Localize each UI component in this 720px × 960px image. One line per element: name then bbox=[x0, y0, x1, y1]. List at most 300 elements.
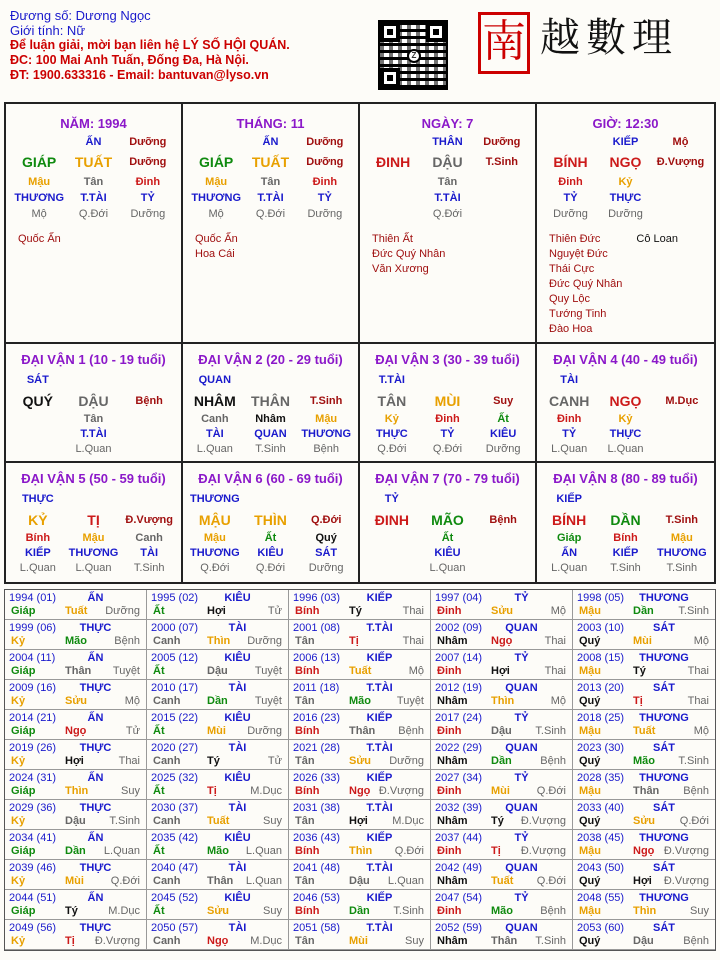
ten-god: KIẾP bbox=[24, 547, 51, 559]
hidden-life-stage: T.Sinh bbox=[666, 562, 698, 574]
year-label: 2035 (42) bbox=[151, 832, 199, 844]
year-label: 2008 (15) bbox=[577, 652, 625, 664]
year-stem: Bính bbox=[295, 665, 320, 677]
year-branch: Tuất bbox=[65, 605, 88, 617]
year-cell bbox=[147, 860, 289, 890]
year-god: TÀI bbox=[228, 622, 247, 634]
star-item: Thiên Ất bbox=[372, 233, 413, 245]
dai-van-top-god: SÁT bbox=[26, 374, 49, 386]
year-stem: Ất bbox=[153, 665, 165, 677]
pillar-title: NGÀY: 7 bbox=[421, 116, 474, 131]
year-god: SÁT bbox=[653, 862, 675, 874]
pillar-top-god: ẤN bbox=[85, 136, 102, 148]
hidden-life-stage: L.Quan bbox=[196, 443, 233, 455]
year-life-stage: Đ.Vượng bbox=[94, 935, 140, 947]
year-god: THƯƠNG bbox=[639, 712, 689, 724]
pillar-title: THÁNG: 11 bbox=[236, 116, 305, 131]
hidden-life-stage: T.Sinh bbox=[133, 562, 165, 574]
year-branch: Sửu bbox=[207, 905, 230, 917]
year-label: 2011 (18) bbox=[293, 682, 340, 694]
year-label: 2021 (28) bbox=[293, 742, 341, 754]
year-life-stage: Suy bbox=[405, 935, 424, 947]
year-branch: Tị bbox=[633, 695, 643, 707]
hidden-stem: Đinh bbox=[135, 176, 161, 188]
year-branch: Tị bbox=[349, 635, 359, 647]
year-stem: Canh bbox=[153, 935, 181, 947]
year-cell bbox=[147, 590, 289, 620]
year-label: 2005 (12) bbox=[151, 652, 199, 664]
year-stem: Tân bbox=[295, 875, 315, 887]
year-stem: Kỷ bbox=[11, 695, 26, 707]
hidden-life-stage: L.Quan bbox=[551, 443, 588, 455]
ten-god: TÀI bbox=[205, 428, 224, 440]
year-branch: Mão bbox=[491, 905, 513, 917]
hidden-stem bbox=[475, 531, 531, 546]
year-stem: Đinh bbox=[437, 725, 462, 737]
star-item: Văn Xương bbox=[372, 263, 429, 275]
dai-van-branch: THÂN bbox=[251, 393, 290, 409]
year-branch: Dần bbox=[207, 695, 228, 707]
year-label: 2000 (07) bbox=[151, 622, 199, 634]
hidden-life-stage: T.Sinh bbox=[610, 562, 641, 574]
year-stem: Canh bbox=[153, 875, 181, 887]
year-life-stage: Tuyệt bbox=[396, 695, 424, 707]
year-label: 2042 (49) bbox=[435, 862, 483, 874]
hidden-stem bbox=[653, 174, 708, 190]
year-god: SÁT bbox=[653, 622, 675, 634]
year-label: 2050 (57) bbox=[151, 922, 199, 934]
year-label: 2034 (41) bbox=[9, 832, 57, 844]
year-stem: Giáp bbox=[11, 725, 36, 737]
year-stem: Mậu bbox=[579, 905, 601, 917]
year-branch: Tý bbox=[633, 665, 646, 677]
year-label: 2001 (08) bbox=[293, 622, 341, 634]
year-god: ẤN bbox=[87, 892, 104, 904]
year-cell bbox=[5, 830, 147, 860]
year-label: 2030 (37) bbox=[151, 802, 199, 814]
year-god: ẤN bbox=[87, 772, 104, 784]
year-label: 2024 (31) bbox=[9, 772, 57, 784]
year-life-stage: Mộ bbox=[124, 695, 140, 707]
year-life-stage: Dưỡng bbox=[105, 605, 140, 617]
year-cell bbox=[5, 770, 147, 800]
year-god: THƯƠNG bbox=[639, 892, 689, 904]
year-life-stage: Bệnh bbox=[114, 635, 140, 647]
dai-van-2 bbox=[183, 344, 360, 463]
heavenly-stem: GIÁP bbox=[199, 154, 234, 170]
year-stem: Quý bbox=[579, 815, 601, 827]
hidden-life-stage bbox=[475, 206, 529, 222]
year-branch: Thìn bbox=[207, 635, 231, 647]
pillar-top-life: Dưỡng bbox=[129, 136, 167, 148]
hidden-life-stage bbox=[475, 561, 531, 576]
year-god: KIÊU bbox=[224, 592, 251, 604]
pillar-title: GIỜ: 12:30 bbox=[592, 116, 659, 131]
year-cell bbox=[573, 920, 715, 950]
year-label: 2020 (27) bbox=[151, 742, 199, 754]
year-life-stage: Tử bbox=[125, 725, 140, 737]
year-cell bbox=[5, 680, 147, 710]
dai-van-5 bbox=[6, 463, 183, 582]
year-god: QUAN bbox=[505, 922, 538, 934]
year-label: 2043 (50) bbox=[577, 862, 625, 874]
star-item: Đức Quý Nhân bbox=[372, 248, 446, 260]
year-stem: Nhâm bbox=[437, 755, 468, 767]
year-stem: Quý bbox=[579, 755, 601, 767]
year-cell bbox=[5, 800, 147, 830]
year-branch: Tị bbox=[207, 785, 217, 797]
year-life-stage: T.Sinh bbox=[535, 725, 566, 737]
year-stem: Nhâm bbox=[437, 635, 468, 647]
year-life-stage: Tuyệt bbox=[112, 665, 140, 677]
year-branch: Thìn bbox=[65, 785, 89, 797]
hidden-stem: Mậu bbox=[28, 176, 51, 188]
year-god: THỰC bbox=[79, 742, 112, 754]
year-god: T.TÀI bbox=[366, 802, 393, 814]
year-life-stage: Thai bbox=[402, 605, 424, 617]
year-god: TÀI bbox=[228, 862, 247, 874]
year-life-stage: Bệnh bbox=[683, 935, 709, 947]
ten-god: TỶ bbox=[563, 192, 578, 204]
hidden-life-stage: Mộ bbox=[208, 208, 224, 220]
year-god: SÁT bbox=[653, 922, 675, 934]
ten-god bbox=[366, 190, 420, 206]
year-branch: Thìn bbox=[491, 695, 515, 707]
year-stem: Nhâm bbox=[437, 935, 468, 947]
year-stem: Kỷ bbox=[11, 875, 26, 887]
year-label: 1998 (05) bbox=[577, 592, 625, 604]
hidden-stem: Ất bbox=[441, 532, 454, 544]
year-branch: Ngọ bbox=[349, 785, 371, 797]
dai-van-life-stage: Đ.Vượng bbox=[125, 514, 173, 526]
year-stem: Tân bbox=[295, 815, 315, 827]
year-cell bbox=[289, 830, 431, 860]
year-branch: Dần bbox=[633, 605, 654, 617]
year-branch: Hợi bbox=[207, 605, 226, 617]
year-branch: Tuất bbox=[633, 725, 656, 737]
year-cell bbox=[431, 890, 573, 920]
year-god: KIÊU bbox=[224, 712, 251, 724]
year-life-stage: Tử bbox=[267, 755, 282, 767]
dai-van-stem: MẬU bbox=[198, 512, 231, 528]
ten-god: QUAN bbox=[254, 428, 287, 440]
dai-van-grid bbox=[6, 344, 714, 582]
year-stem: Đinh bbox=[437, 845, 462, 857]
year-life-stage: M.Dục bbox=[250, 935, 282, 947]
year-life-stage: Q.Đới bbox=[536, 875, 566, 887]
year-label: 2053 (60) bbox=[577, 922, 625, 934]
year-branch: Ngọ bbox=[207, 935, 229, 947]
year-god: ẤN bbox=[87, 832, 104, 844]
ten-god: T.TÀI bbox=[434, 192, 461, 204]
year-god: KIẾP bbox=[366, 712, 393, 724]
year-branch: Hợi bbox=[65, 755, 84, 767]
year-cell bbox=[573, 800, 715, 830]
year-stem: Nhâm bbox=[437, 695, 468, 707]
earthly-branch: NGỌ bbox=[609, 154, 642, 170]
hidden-stem: Ất bbox=[497, 413, 509, 425]
year-god: TÀI bbox=[228, 922, 247, 934]
year-god: QUAN bbox=[505, 682, 538, 694]
year-cell bbox=[289, 740, 431, 770]
year-label: 2006 (13) bbox=[293, 652, 341, 664]
year-branch: Ngọ bbox=[633, 845, 655, 857]
year-label: 2040 (47) bbox=[151, 862, 199, 874]
year-label: 1999 (06) bbox=[9, 622, 57, 634]
year-label: 2017 (24) bbox=[435, 712, 483, 724]
dai-van-8 bbox=[537, 463, 714, 582]
stars-list-2 bbox=[139, 232, 175, 247]
ten-god bbox=[475, 546, 531, 561]
stars-list bbox=[12, 232, 61, 247]
pillar-title: NĂM: 1994 bbox=[60, 116, 127, 131]
hidden-stem: Bính bbox=[613, 532, 638, 544]
brand-title: 越數理 bbox=[540, 15, 678, 61]
year-god: THỰC bbox=[79, 682, 112, 694]
star-item: Quốc Ấn bbox=[195, 233, 238, 245]
ten-god: ẤN bbox=[561, 547, 578, 559]
year-life-stage: Bệnh bbox=[683, 785, 709, 797]
year-god: THỰC bbox=[79, 802, 112, 814]
year-cell bbox=[573, 710, 715, 740]
year-god: THƯƠNG bbox=[639, 652, 689, 664]
year-god: T.TÀI bbox=[366, 862, 393, 874]
year-life-stage: Tử bbox=[267, 605, 282, 617]
year-label: 2039 (46) bbox=[9, 862, 57, 874]
qr-code bbox=[378, 20, 448, 90]
stars-list bbox=[366, 232, 445, 277]
year-label: 2046 (53) bbox=[293, 892, 341, 904]
year-stem: Ất bbox=[153, 845, 165, 857]
hidden-stem: Tân bbox=[83, 413, 104, 425]
year-god: KIẾP bbox=[366, 892, 393, 904]
year-life-stage: Mộ bbox=[550, 605, 566, 617]
ten-god: TỶ bbox=[440, 428, 455, 440]
dai-van-stem: ĐINH bbox=[374, 512, 409, 528]
year-stem: Tân bbox=[295, 755, 315, 767]
year-god: KIẾP bbox=[366, 652, 393, 664]
year-label: 2036 (43) bbox=[293, 832, 341, 844]
year-branch: Tuất bbox=[207, 815, 230, 827]
year-life-stage: Dưỡng bbox=[389, 755, 424, 767]
hidden-stem bbox=[10, 412, 66, 427]
dai-van-top-god: THỰC bbox=[21, 493, 54, 505]
year-branch: Thìn bbox=[349, 845, 373, 857]
hidden-stem: Đinh bbox=[558, 176, 583, 188]
dai-van-top-god: THƯƠNG bbox=[189, 493, 240, 505]
year-life-stage: Thai bbox=[687, 665, 709, 677]
year-label: 2018 (25) bbox=[577, 712, 625, 724]
year-cell bbox=[289, 800, 431, 830]
year-label: 2041 (48) bbox=[293, 862, 341, 874]
year-cell bbox=[573, 590, 715, 620]
year-stem: Mậu bbox=[579, 785, 601, 797]
dai-van-life-stage: M.Dục bbox=[665, 395, 699, 407]
year-life-stage: Thai bbox=[687, 695, 709, 707]
year-stem: Bính bbox=[295, 725, 320, 737]
hidden-life-stage bbox=[364, 561, 420, 576]
hidden-life-stage: T.Sinh bbox=[255, 443, 286, 455]
year-life-stage: L.Quan bbox=[245, 875, 282, 887]
year-branch: Thân bbox=[207, 875, 234, 887]
hidden-stem: Mậu bbox=[205, 176, 228, 188]
year-life-stage: Dưỡng bbox=[247, 725, 282, 737]
dai-van-top-god: TỶ bbox=[384, 493, 399, 505]
year-cell bbox=[573, 650, 715, 680]
ten-god bbox=[121, 427, 177, 442]
hidden-stem: Đinh bbox=[556, 413, 582, 425]
stars-list bbox=[189, 232, 238, 262]
year-stem: Giáp bbox=[11, 605, 36, 617]
year-cell bbox=[5, 920, 147, 950]
year-life-stage: Q.Đới bbox=[536, 785, 566, 797]
hidden-life-stage: Q.Đới bbox=[255, 562, 286, 574]
year-life-stage: Thai bbox=[402, 635, 424, 647]
year-cell bbox=[5, 710, 147, 740]
dai-van-life-stage: Bệnh bbox=[489, 514, 517, 526]
ten-god: KIÊU bbox=[434, 547, 461, 559]
star-item: Nguyệt Đức bbox=[549, 248, 608, 260]
year-branch: Mão bbox=[65, 635, 87, 647]
ten-god: THƯƠNG bbox=[189, 547, 240, 559]
hidden-life-stage: Q.Đới bbox=[432, 208, 463, 220]
year-stem: Bính bbox=[295, 905, 320, 917]
year-stem: Canh bbox=[153, 815, 181, 827]
hidden-life-stage: Dưỡng bbox=[307, 208, 343, 220]
year-branch: Mùi bbox=[633, 635, 652, 647]
year-stem: Canh bbox=[153, 755, 181, 767]
year-label: 1997 (04) bbox=[435, 592, 483, 604]
year-life-stage: Suy bbox=[690, 905, 709, 917]
year-label: 2031 (38) bbox=[293, 802, 341, 814]
year-god: T.TÀI bbox=[366, 922, 393, 934]
hidden-stem: Giáp bbox=[556, 532, 582, 544]
year-cell bbox=[431, 650, 573, 680]
ten-god: TỶ bbox=[317, 192, 332, 204]
year-life-stage: Q.Đới bbox=[394, 845, 424, 857]
dai-van-branch: MÙI bbox=[434, 393, 461, 409]
year-label: 2003 (10) bbox=[577, 622, 625, 634]
year-god: ẤN bbox=[87, 712, 104, 724]
hidden-stem: Kỷ bbox=[384, 413, 399, 425]
stars-list-2 bbox=[316, 232, 352, 262]
year-stem: Nhâm bbox=[437, 875, 468, 887]
year-cell bbox=[573, 860, 715, 890]
year-stem: Ất bbox=[153, 605, 165, 617]
dai-van-branch: TỊ bbox=[87, 512, 100, 528]
year-label: 1996 (03) bbox=[293, 592, 341, 604]
year-cell bbox=[289, 620, 431, 650]
dai-van-life-stage: Q.Đới bbox=[310, 514, 342, 526]
year-stem: Quý bbox=[579, 935, 601, 947]
year-branch: Dần bbox=[65, 845, 86, 857]
dai-van-branch: DẬU bbox=[78, 393, 109, 409]
year-god: SÁT bbox=[653, 802, 675, 814]
year-stem: Tân bbox=[295, 695, 315, 707]
star-item: Quốc Ấn bbox=[18, 233, 61, 245]
ten-god: KIÊU bbox=[257, 547, 284, 559]
hidden-life-stage bbox=[653, 206, 708, 222]
hidden-stem: Đinh bbox=[435, 413, 460, 425]
year-label: 2049 (56) bbox=[9, 922, 57, 934]
year-life-stage: Mộ bbox=[693, 635, 709, 647]
pillar-top-god: KIẾP bbox=[612, 136, 639, 148]
hidden-stem: Đinh bbox=[312, 176, 338, 188]
hidden-life-stage: L.Quan bbox=[607, 443, 644, 455]
year-life-stage: M.Dục bbox=[392, 815, 424, 827]
year-branch: Thân bbox=[349, 725, 376, 737]
year-label: 2027 (34) bbox=[435, 772, 483, 784]
year-cell bbox=[431, 860, 573, 890]
life-stage: T.Sinh bbox=[485, 156, 519, 168]
hidden-stem: Canh bbox=[201, 413, 229, 425]
year-stem: Bính bbox=[295, 785, 320, 797]
star-item: Cô Loan bbox=[636, 233, 678, 245]
ten-god: SÁT bbox=[315, 547, 338, 559]
ten-god: T.TÀI bbox=[257, 192, 284, 204]
star-item: Thái Cực bbox=[549, 263, 595, 275]
year-life-stage: Bệnh bbox=[540, 755, 566, 767]
ten-god: THƯƠNG bbox=[656, 547, 707, 559]
phone-email: ĐT: 1900.633316 - Email: bantuvan@lyso.vn bbox=[10, 68, 269, 82]
owner-name: Đương số: Dương Ngọc bbox=[10, 8, 151, 23]
year-cell bbox=[573, 890, 715, 920]
dai-van-life-stage: Bệnh bbox=[135, 395, 163, 407]
year-life-stage: Tuyệt bbox=[254, 665, 282, 677]
life-stage: Dưỡng bbox=[129, 156, 167, 168]
year-label: 2019 (26) bbox=[9, 742, 57, 754]
year-cell bbox=[431, 800, 573, 830]
star-item: Quy Lộc bbox=[549, 293, 590, 305]
year-life-stage: Bệnh bbox=[398, 725, 424, 737]
pillar-top-life: Dưỡng bbox=[483, 136, 521, 148]
ten-god: THƯƠNG bbox=[301, 428, 351, 440]
dai-van-branch: THÌN bbox=[254, 512, 287, 528]
year-life-stage: T.Sinh bbox=[393, 905, 424, 917]
hidden-stem: Tân bbox=[437, 176, 458, 188]
year-cell bbox=[147, 920, 289, 950]
year-stem: Mậu bbox=[579, 725, 601, 737]
year-god: KIÊU bbox=[224, 652, 251, 664]
year-stem: Ất bbox=[153, 785, 165, 797]
year-branch: Dậu bbox=[65, 815, 86, 827]
year-label: 2002 (09) bbox=[435, 622, 483, 634]
dai-van-4 bbox=[537, 344, 714, 463]
year-label: 2013 (20) bbox=[577, 682, 625, 694]
star-item: Hoa Cái bbox=[195, 248, 235, 260]
hidden-life-stage: Q.Đới bbox=[432, 443, 463, 455]
dai-van-1 bbox=[6, 344, 183, 463]
year-branch: Tị bbox=[491, 845, 501, 857]
dai-van-life-stage: Suy bbox=[493, 395, 514, 407]
year-god: TỶ bbox=[514, 772, 529, 784]
year-cell bbox=[147, 890, 289, 920]
hidden-stem: Canh bbox=[135, 532, 163, 544]
life-stage: Dưỡng bbox=[306, 156, 344, 168]
dai-van-3 bbox=[360, 344, 537, 463]
year-label: 2032 (39) bbox=[435, 802, 483, 814]
year-god: T.TÀI bbox=[366, 622, 393, 634]
year-label: 2007 (14) bbox=[435, 652, 483, 664]
year-life-stage: L.Quan bbox=[103, 845, 140, 857]
year-label: 1995 (02) bbox=[151, 592, 199, 604]
year-god: KIÊU bbox=[224, 892, 251, 904]
year-god: TÀI bbox=[228, 682, 247, 694]
year-stem: Đinh bbox=[437, 665, 462, 677]
ten-god: THỰC bbox=[609, 192, 642, 204]
year-life-stage: Đ.Vượng bbox=[378, 785, 424, 797]
year-god: KIÊU bbox=[224, 772, 251, 784]
